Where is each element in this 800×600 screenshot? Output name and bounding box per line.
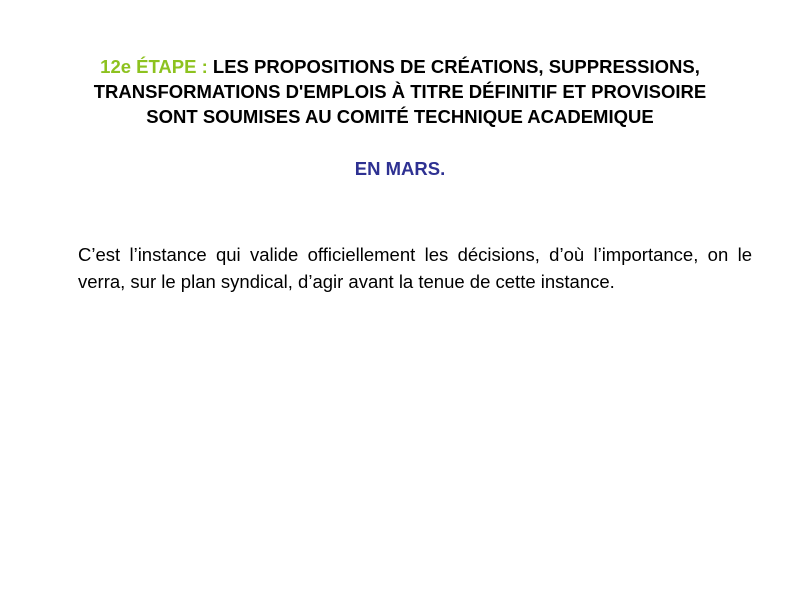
title-line-3: SONT SOUMISES AU COMITÉ TECHNIQUE ACADEMIQUE	[146, 106, 654, 127]
step-label: 12e ÉTAPE :	[100, 56, 208, 77]
title-line-1: LES PROPOSITIONS DE CRÉATIONS, SUPPRESSIONS,	[207, 56, 700, 77]
slide-subtitle: EN MARS.	[354, 158, 446, 179]
body-paragraph: C’est l’instance qui valide officiellement les décisions, d’où l’importance, on le verra, sur le plan syndical, d’agir avant la tenue de cette instance.	[78, 244, 752, 292]
slide-title	[40, 54, 760, 129]
title-line-2: TRANSFORMATIONS D'EMPLOIS À TITRE DÉFINITIF ET PROVISOIRE	[93, 81, 707, 102]
